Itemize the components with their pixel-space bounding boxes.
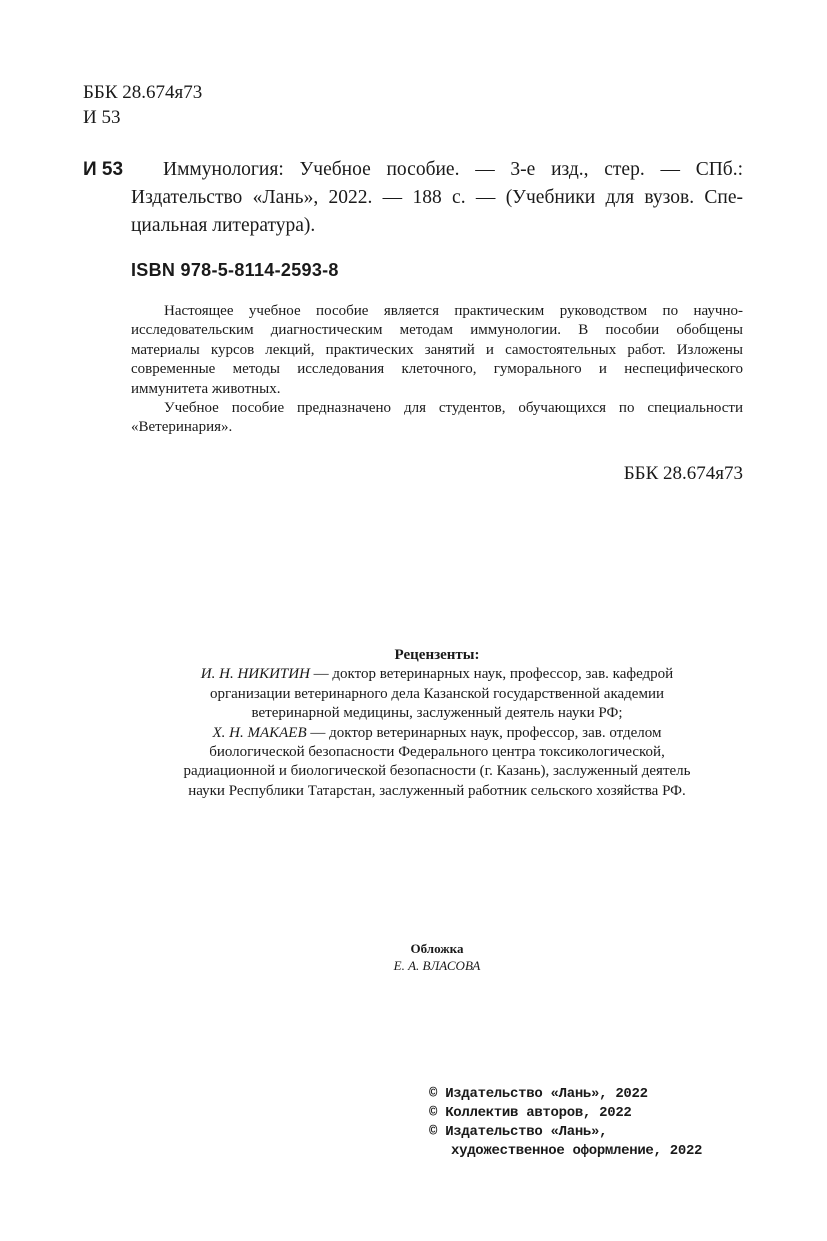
reviewers-block xyxy=(131,646,743,801)
top-bbk-block xyxy=(83,80,202,130)
bbk-code: ББК 28.674я73 xyxy=(83,82,203,103)
isbn: ISBN 978-5-8114-2593-8 xyxy=(131,260,339,280)
entry-line: циальная литература). xyxy=(131,215,316,236)
reviewer-1-title: — доктор ветеринарных наук, профессор, зав. кафедрой xyxy=(309,666,674,683)
bibliographic-entry xyxy=(131,156,743,240)
reviewer-2-name: Х. Н. МАКАЕВ xyxy=(212,724,307,741)
abstract xyxy=(131,302,743,438)
reviewer-2-line: радиационной и биологической безопасности (г. Казань), заслуженный деятель xyxy=(183,763,691,780)
reviewer-1-name: И. Н. НИКИТИН xyxy=(200,666,310,683)
cover-designer: Е. А. ВЛАСОВА xyxy=(393,958,481,973)
entry-author-mark: И 53 xyxy=(83,159,124,180)
abstract-line: материалы курсов лекций, практических занятий и самостоятельных работ. Изложены xyxy=(131,341,743,358)
reviewer-2-line: биологической безопасности Федерального центра токсикологической, xyxy=(209,744,665,761)
reviewer-1-line: ветеринарной медицины, заслуженный деятель науки РФ; xyxy=(251,705,623,722)
abstract-line: исследовательским диагностическим методам иммунологии. В пособии обобщены xyxy=(131,322,743,339)
copyright-line: художественное оформление, 2022 xyxy=(451,1143,703,1159)
reviewer-1-line: организации ветеринарного дела Казанской государственной академии xyxy=(210,685,664,702)
abstract-line: Учебное пособие предназначено для студентов, обучающихся по специальности xyxy=(164,400,743,417)
cover-credit xyxy=(131,940,743,974)
copyright-block xyxy=(429,1085,702,1161)
abstract-line: иммунитета животных. xyxy=(131,380,281,397)
reviewer-2 xyxy=(131,724,743,743)
reviewer-2-line: науки Республики Татарстан, заслуженный работник сельского хозяйства РФ. xyxy=(188,782,686,799)
abstract-line: Настоящее учебное пособие является практическим руководством по научно- xyxy=(164,303,743,319)
entry-line: Издательство «Лань», 2022. — 188 с. — (Учебники для вузов. Спе- xyxy=(131,187,743,208)
copyright-line: © Коллектив авторов, 2022 xyxy=(429,1105,632,1121)
abstract-line: современные методы исследования клеточного, гуморального и неспецифического xyxy=(131,361,743,378)
reviewer-1 xyxy=(131,665,743,684)
cover-heading: Обложка xyxy=(410,941,464,956)
reviewer-2-title: — доктор ветеринарных наук, профессор, зав. отделом xyxy=(306,724,662,741)
reviewers-heading: Рецензенты: xyxy=(394,647,480,663)
copyright-line: © Издательство «Лань», 2022 xyxy=(429,1086,648,1102)
bbk-code-right: ББК 28.674я73 xyxy=(623,463,743,484)
entry-line: Иммунология: Учебное пособие. — 3-е изд., стер. — СПб.: xyxy=(163,159,743,180)
author-mark: И 53 xyxy=(83,107,121,128)
copyright-line: © Издательство «Лань», xyxy=(429,1124,608,1140)
abstract-line: «Ветеринария». xyxy=(131,419,233,436)
